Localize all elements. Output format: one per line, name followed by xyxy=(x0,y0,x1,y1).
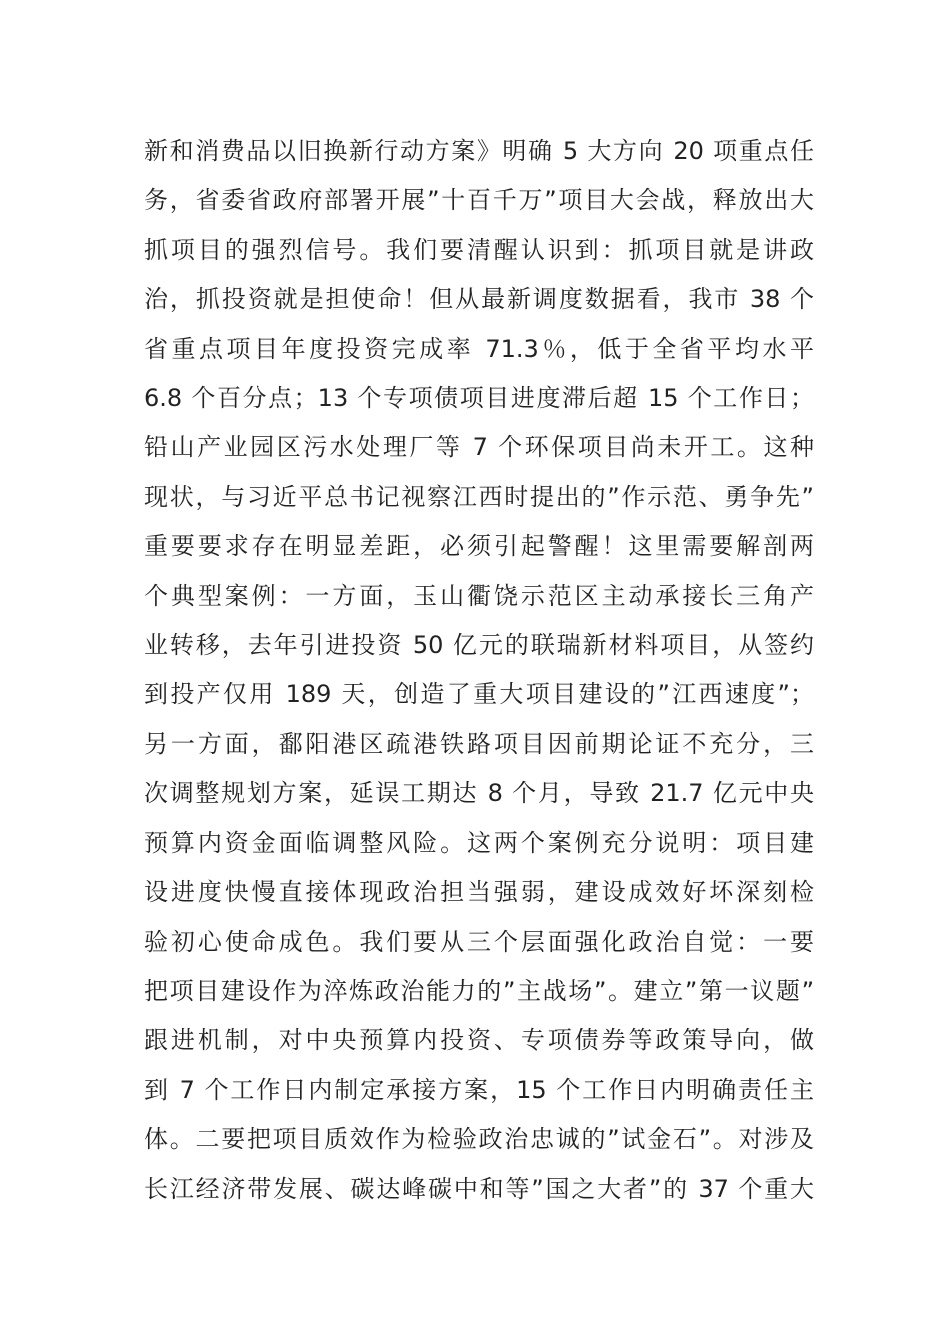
text-line: 个典型案例：一方面，玉山衢饶示范区主动承接长三角产 xyxy=(144,581,814,610)
text-line: 抓项目的强烈信号。我们要清醒认识到：抓项目就是讲政 xyxy=(144,235,814,264)
text-line: 6.8 个百分点；13 个专项债项目进度滞后超 15 个工作日； xyxy=(144,384,814,413)
text-line: 重要要求存在明显差距，必须引起警醒！这里需要解剖两 xyxy=(144,532,814,561)
text-line: 业转移，去年引进投资 50 亿元的联瑞新材料项目，从签约 xyxy=(144,631,814,660)
text-line: 铅山产业园区污水处理厂等 7 个环保项目尚未开工。这种 xyxy=(144,433,814,462)
text-line: 到投产仅用 189 天，创造了重大项目建设的”江西速度”； xyxy=(144,680,814,709)
text-line: 省重点项目年度投资完成率 71.3％，低于全省平均水平 xyxy=(144,334,814,363)
text-line: 设进度快慢直接体现政治担当强弱，建设成效好坏深刻检 xyxy=(144,878,814,907)
text-line: 到 7 个工作日内制定承接方案，15 个工作日内明确责任主 xyxy=(144,1075,814,1104)
text-line: 把项目建设作为淬炼政治能力的”主战场”。建立”第一议题” xyxy=(144,976,814,1005)
text-line: 跟进机制，对中央预算内投资、专项债券等政策导向，做 xyxy=(144,1026,814,1055)
text-line: 验初心使命成色。我们要从三个层面强化政治自觉：一要 xyxy=(144,927,814,956)
text-line: 长江经济带发展、碳达峰碳中和等”国之大者”的 37 个重大 xyxy=(144,1174,814,1203)
text-line: 现状，与习近平总书记视察江西时提出的”作示范、勇争先” xyxy=(144,482,814,511)
text-line: 另一方面，鄱阳港区疏港铁路项目因前期论证不充分，三 xyxy=(144,729,814,758)
text-line: 新和消费品以旧换新行动方案》明确 5 大方向 20 项重点任 xyxy=(144,137,814,165)
text-line: 体。二要把项目质效作为检验政治忠诚的”试金石”。对涉及 xyxy=(144,1125,814,1154)
text-line: 次调整规划方案，延误工期达 8 个月，导致 21.7 亿元中央 xyxy=(144,779,814,808)
text-line: 治，抓投资就是担使命！但从最新调度数据看，我市 38 个 xyxy=(144,285,814,314)
text-line: 务，省委省政府部署开展”十百千万”项目大会战，释放出大 xyxy=(144,186,814,215)
body-paragraph xyxy=(144,127,814,1214)
text-line: 预算内资金面临调整风险。这两个案例充分说明：项目建 xyxy=(144,828,814,857)
